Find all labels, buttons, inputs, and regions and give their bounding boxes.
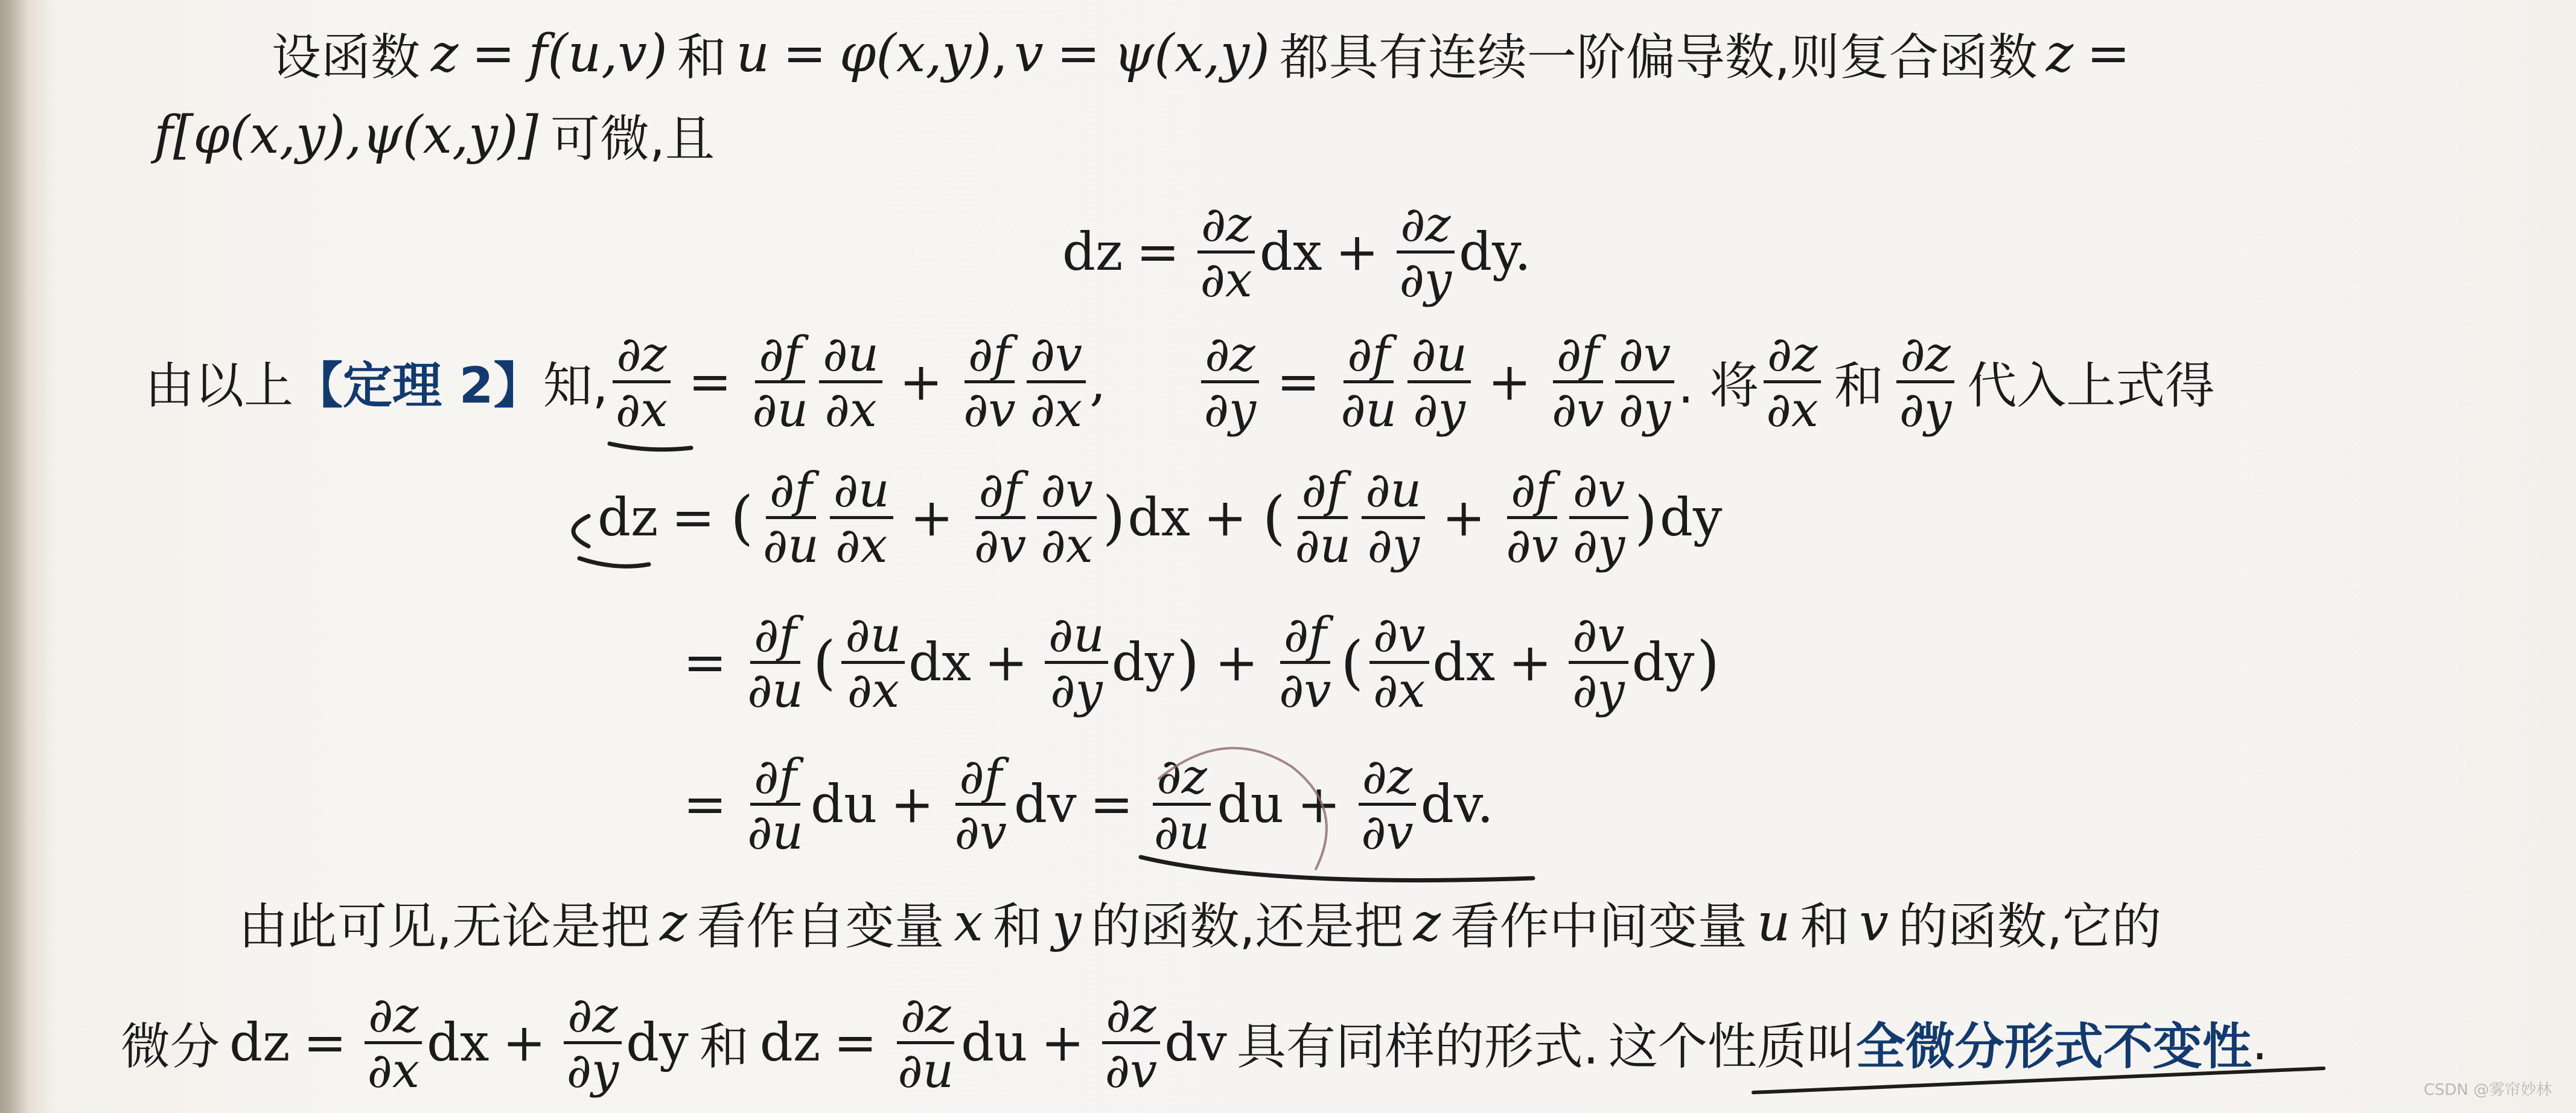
fraction: $\frac{\partial f}{\partial v}$: [974, 462, 1027, 574]
fraction: $\frac{\partial f}{\partial v}$: [1278, 607, 1331, 719]
text: .: [2251, 1014, 2268, 1072]
fraction: $\frac{\partial z}{\partial v}$: [1357, 751, 1417, 857]
eq: =: [2087, 23, 2131, 84]
eq: =: [688, 351, 732, 412]
bracket-stroke: [573, 516, 588, 546]
fraction: $\frac{\partial u}{\partial y}$: [1408, 329, 1471, 435]
var-u: u: [1756, 892, 1791, 953]
fraction: $\frac{\partial u}{\partial x}$: [819, 329, 882, 435]
underline-stroke: [579, 558, 649, 566]
expr-fuv: f(u,v): [528, 23, 668, 84]
paren: ): [1634, 483, 1657, 552]
text: 由此可见,无论是把: [238, 898, 651, 955]
fraction: $\frac{\partial v}{\partial y}$: [1569, 465, 1629, 570]
dz: dz: [598, 487, 658, 548]
dy: dy: [1659, 487, 1723, 548]
fraction: $\frac{\partial z}{\partial x}$: [1762, 329, 1822, 435]
fraction: $\frac{\partial f}{\partial u}$: [752, 326, 809, 438]
var-y: y: [1051, 892, 1082, 953]
eq: =: [471, 23, 515, 84]
eq: =: [1277, 351, 1321, 412]
text: 的函数,还是把: [1091, 898, 1404, 955]
dz: dz: [229, 1012, 290, 1073]
dx: dx: [426, 1012, 489, 1073]
fraction: $\frac{\partial z}{\partial y}$: [1896, 329, 1956, 435]
fraction: $\frac{\partial f}{\partial u}$: [762, 462, 819, 574]
fraction: $\frac{\partial u}{\partial x}$: [830, 465, 893, 570]
text: 设函数: [272, 29, 421, 86]
plus: +: [899, 351, 943, 412]
var-z: z: [660, 892, 687, 953]
eq: =: [1136, 222, 1180, 282]
paren: ): [1697, 628, 1720, 697]
dz: dz: [759, 1012, 821, 1073]
text: 和: [1800, 898, 1850, 955]
underline-stroke: [610, 444, 691, 450]
dx: dx: [1432, 632, 1496, 693]
var-z: z: [1413, 892, 1441, 953]
text: 和: [699, 1018, 749, 1076]
fraction: $\frac{\partial v}{\partial x}$: [1027, 329, 1086, 435]
eq: =: [683, 632, 727, 693]
var-u: u: [736, 23, 770, 84]
eq: =: [1089, 774, 1133, 835]
circle-stroke: [1159, 748, 1327, 869]
text: 具有同样的形式.: [1236, 1018, 1599, 1076]
dv: dv: [1014, 774, 1077, 835]
text: 和: [677, 29, 727, 86]
fraction: $\frac{\partial f}{\partial v}$: [1506, 462, 1558, 574]
text: 和: [992, 898, 1042, 955]
du: du: [961, 1012, 1028, 1073]
fraction: $\frac{\partial u}{\partial x}$: [841, 610, 905, 715]
fraction: $\frac{\partial z}{\partial x}$: [363, 990, 422, 1095]
comma: ,: [991, 23, 1009, 84]
fraction: $\frac{\partial v}{\partial x}$: [1369, 610, 1429, 715]
fraction: $\frac{\partial u}{\partial y}$: [1045, 610, 1108, 715]
key-term: 全微分形式不变性: [1855, 1018, 2252, 1076]
fraction: $\frac{\partial f}{\partial u}$: [747, 607, 803, 719]
plus: +: [1203, 487, 1247, 548]
plus: +: [984, 632, 1028, 693]
fraction: $\frac{\partial u}{\partial y}$: [1362, 465, 1425, 570]
expr-phi: φ(x,y): [840, 23, 992, 84]
fraction: $\frac{\partial z}{\partial x}$: [1196, 199, 1255, 305]
paren: (: [1341, 628, 1363, 697]
fraction: $\frac{\partial f}{\partial u}$: [1341, 326, 1397, 438]
paren: (: [1262, 483, 1286, 552]
fraction: $\frac{\partial z}{\partial y}$: [1396, 199, 1456, 305]
dv: dv.: [1420, 774, 1494, 835]
plus: +: [890, 774, 934, 835]
text: 可微,且: [550, 110, 715, 168]
dx: dx: [1127, 487, 1190, 548]
eq: =: [783, 23, 827, 84]
paren: (: [730, 483, 753, 552]
var-z: z: [2045, 23, 2074, 84]
eq: =: [671, 487, 715, 548]
plus: +: [1297, 774, 1341, 835]
theorem-reference: 【定理 2】: [293, 357, 543, 415]
fraction: $\frac{\partial v}{\partial y}$: [1615, 329, 1675, 435]
eq: =: [303, 1012, 347, 1073]
fraction: $\frac{\partial z}{\partial y}$: [1200, 329, 1260, 435]
eq: =: [834, 1012, 878, 1073]
fraction: $\frac{\partial z}{\partial u}$: [1153, 748, 1210, 861]
text: 看作中间变量: [1450, 898, 1747, 955]
text: 和: [1834, 357, 1884, 415]
text: 微分: [121, 1018, 220, 1076]
comma: ,: [1089, 351, 1106, 412]
dx: dx: [908, 632, 971, 693]
eq: =: [683, 774, 727, 835]
fraction: $\frac{\partial f}{\partial v}$: [1552, 326, 1604, 438]
underline-stroke: [1753, 1068, 2324, 1092]
dy: dy: [626, 1012, 689, 1073]
text: 都具有连续一阶偏导数,则复合函数: [1279, 29, 2038, 86]
expr-composite: f[φ(x,y),ψ(x,y)]: [154, 104, 538, 165]
watermark: CSDN @雾帘妙林: [2423, 1081, 2552, 1099]
dv: dv: [1164, 1012, 1227, 1073]
plus: +: [1041, 1012, 1085, 1073]
var-x: x: [954, 892, 983, 953]
text: 的函数,它的: [1898, 898, 2162, 955]
fraction: $\frac{\partial f}{\partial v}$: [954, 748, 1007, 861]
text: 代入上式得: [1967, 357, 2215, 415]
dy: dy.: [1459, 222, 1531, 282]
fraction: $\frac{\partial f}{\partial v}$: [963, 326, 1016, 438]
paren: ): [1176, 628, 1199, 697]
fraction: $\frac{\partial v}{\partial y}$: [1569, 610, 1628, 715]
du: du: [810, 774, 878, 835]
fraction: $\frac{\partial f}{\partial u}$: [1295, 462, 1351, 574]
paren: ): [1102, 483, 1126, 552]
paren: (: [812, 628, 836, 697]
text: . 将: [1678, 357, 1759, 415]
plus: +: [502, 1012, 546, 1073]
plus: +: [1508, 632, 1552, 693]
plus: +: [1335, 222, 1379, 282]
eq: =: [1056, 23, 1100, 84]
du: du: [1217, 774, 1284, 835]
dy: dy: [1631, 632, 1695, 693]
var-v: v: [1859, 892, 1889, 953]
var-z: z: [431, 23, 459, 84]
text: 由以上: [145, 357, 294, 415]
plus: +: [1214, 632, 1258, 693]
text: 知,: [543, 357, 608, 415]
plus: +: [910, 487, 954, 548]
text: 看作自变量: [697, 898, 945, 955]
dx: dx: [1259, 222, 1322, 282]
fraction: $\frac{\partial v}{\partial x}$: [1037, 465, 1097, 570]
fraction: $\frac{\partial f}{\partial u}$: [747, 748, 803, 861]
var-v: v: [1014, 23, 1044, 84]
fraction: $\frac{\partial z}{\partial v}$: [1101, 990, 1161, 1095]
plus: +: [1442, 487, 1486, 548]
fraction: $\frac{\partial z}{\partial u}$: [897, 987, 954, 1099]
fraction: $\frac{\partial z}{\partial y}$: [563, 990, 623, 1095]
fraction: $\frac{\partial z}{\partial x}$: [612, 329, 671, 435]
plus: +: [1487, 351, 1532, 412]
underline-stroke: [1141, 857, 1533, 880]
dy: dy: [1111, 632, 1175, 693]
dz: dz: [1062, 222, 1123, 282]
expr-psi: ψ(x,y): [1113, 23, 1270, 84]
text: 这个性质叫: [1608, 1018, 1856, 1076]
